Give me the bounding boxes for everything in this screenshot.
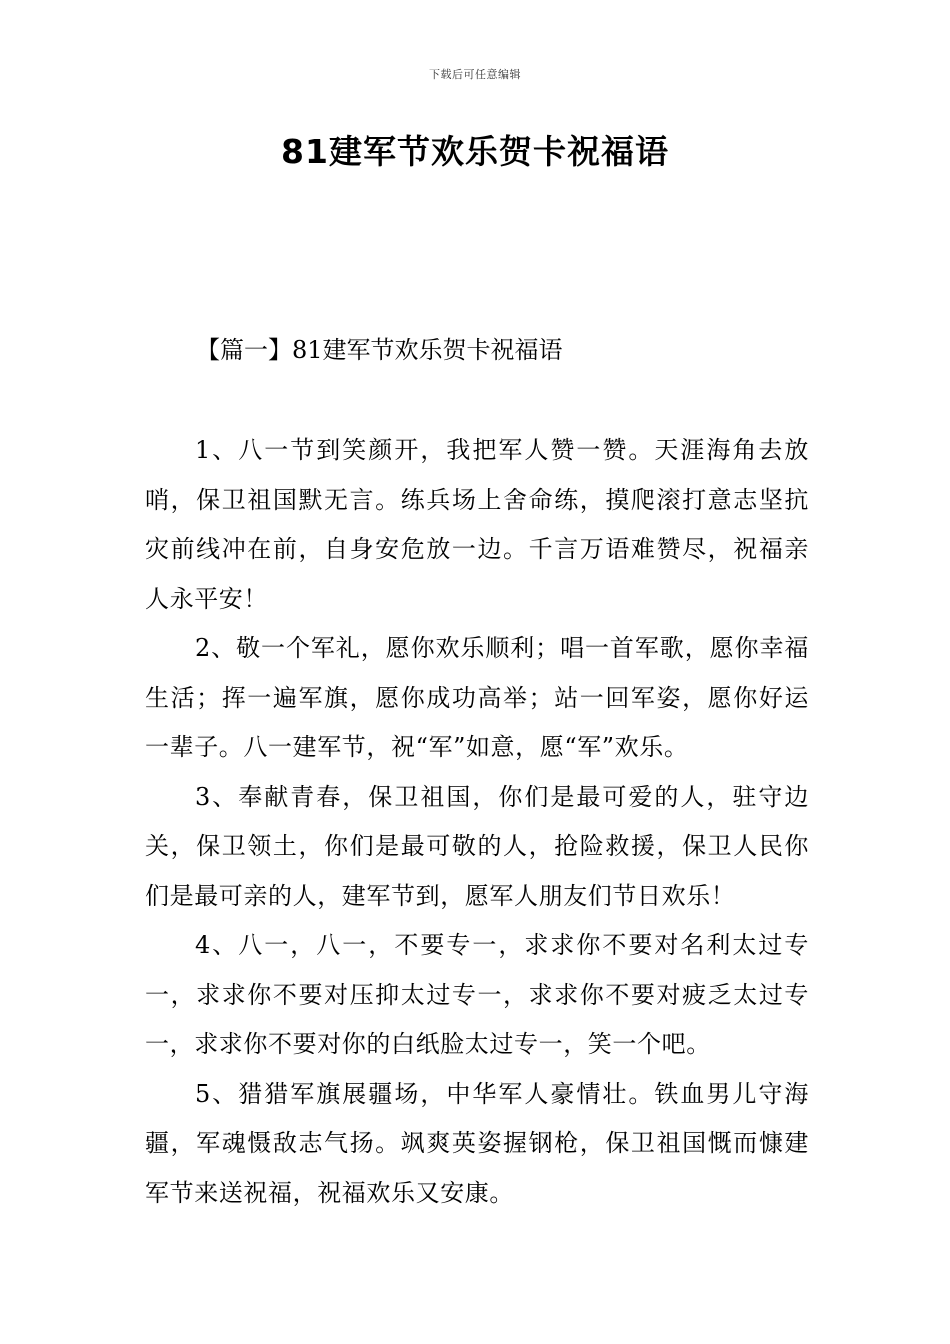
paragraph-1: 1、八一节到笑颜开，我把军人赞一赞。天涯海角去放哨，保卫祖国默无言。练兵场上舍命练，摸爬滚打意志坚抗灾前线冲在前，自身安危放一边。千言万语难赞尽，祝福亲人永平安！ bbox=[145, 436, 809, 613]
header-note: 下载后可任意编辑 bbox=[429, 68, 521, 81]
paragraph-4: 4、八一，八一，不要专一，求求你不要对名利太过专一，求求你不要对压抑太过专一，求求你不要对疲乏太过专一，求求你不要对你的白纸脸太过专一，笑一个吧。 bbox=[145, 931, 809, 1058]
paragraph-3: 3、奉献青春，保卫祖国，你们是最可爱的人，驻守边关，保卫领土，你们是最可敬的人，抢险救援，保卫人民你们是最可亲的人，建军节到，愿军人朋友们节日欢乐！ bbox=[145, 782, 809, 910]
section-heading: 【篇一】81建军节欢乐贺卡祝福语 bbox=[196, 336, 563, 364]
paragraph-2: 2、敬一个军礼，愿你欢乐顺利；唱一首军歌，愿你幸福生活；挥一遍军旗，愿你成功高举；站一回军姿，愿你好运一辈子。八一建军节，祝“军”如意，愿“军”欢乐。 bbox=[145, 634, 809, 761]
paragraph-5: 5、猎猎军旗展疆场，中华军人豪情壮。铁血男儿守海疆，军魂慑敌志气扬。飒爽英姿握钢枪，保卫祖国慨而慷建军节来送祝福，祝福欢乐又安康。 bbox=[145, 1079, 809, 1207]
document-body bbox=[145, 426, 809, 1218]
page-title: 81建军节欢乐贺卡祝福语 bbox=[281, 132, 669, 171]
